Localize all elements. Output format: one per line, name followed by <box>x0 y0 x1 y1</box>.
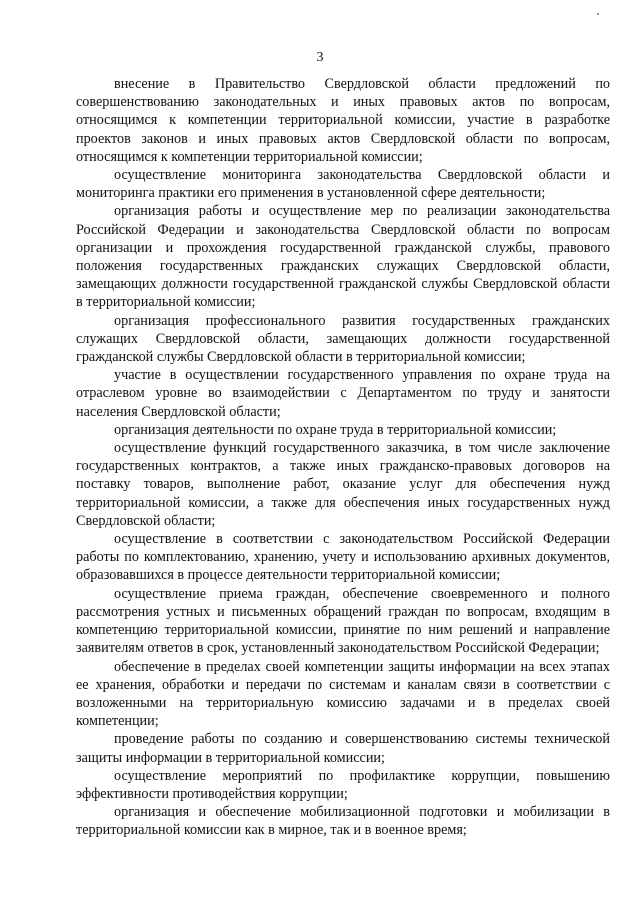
paragraph: осуществление приема граждан, обеспечение своевременного и полного рассмотрения устных и письменных обращений граждан по вопросам, входящим в компетенцию территориальной комиссии, принятие по ним решений и направление заявителям ответов в срок, установленный законодательством Российской Федерации; <box>76 585 610 657</box>
paragraph: организация профессионального развития государственных гражданских служащих Свердловской области, замещающих должности государственной гражданской службы Свердловской области в территориальной комиссии; <box>76 312 610 366</box>
paragraph: осуществление мероприятий по профилактике коррупции, повышению эффективности противодействия коррупции; <box>76 767 610 802</box>
paragraph: проведение работы по созданию и совершенствованию системы технической защиты информации в территориальной комиссии; <box>76 731 610 766</box>
paragraph: осуществление мониторинга законодательства Свердловской области и мониторинга практики его применения в установленной сфере деятельности; <box>76 167 610 202</box>
scan-dot <box>597 13 599 15</box>
paragraph: организация работы и осуществление мер по реализации законодательства Российской Федерации и законодательства Свердловской области по вопросам организации и прохождения государственной гражданской службы, правового положения государственных гражданских служащих Свердловской области, замещающих должности государственной гражданской службы Свердловской области в территориальной комиссии; <box>76 203 610 311</box>
paragraph: осуществление в соответствии с законодательством Российской Федерации работы по комплектованию, хранению, учету и использованию архивных документов, образовавшихся в процессе деятельности территориальной комиссии; <box>76 531 610 584</box>
paragraph: внесение в Правительство Свердловской области предложений по совершенствованию законодательных и иных правовых актов по вопросам, относящимся к компетенции территориальной комиссии, участие в разработке проектов законов и иных правовых актов Свердловской области по вопросам, относящимся к компетенции территориальной комиссии; <box>76 76 610 165</box>
paragraph: осуществление функций государственного заказчика, в том числе заключение государственных контрактов, а также иных гражданско-правовых договоров на поставку товаров, выполнение работ, оказание услуг для обеспечения нужд территориальной комиссии, а также для обеспечения иных государственных нужд Свердловской области; <box>76 440 610 529</box>
paragraph: участие в осуществлении государственного управления по охране труда на отраслевом уровне во взаимодействии с Департаментом по труду и занятости населения Свердловской области; <box>76 367 610 420</box>
page-number: 3 <box>316 50 324 65</box>
paragraph: обеспечение в пределах своей компетенции защиты информации на всех этапах ее хранения, обработки и передачи по системам и каналам связи в соответствии с возложенными на территориальную комиссию задачами и в пределах своей компетенции; <box>76 658 610 730</box>
paragraph: организация деятельности по охране труда в территориальной комиссии; <box>114 421 557 438</box>
document-body <box>76 75 610 840</box>
paragraph: организация и обеспечение мобилизационной подготовки и мобилизации в территориальной комиссии как в мирное, так и в военное время; <box>76 804 610 839</box>
